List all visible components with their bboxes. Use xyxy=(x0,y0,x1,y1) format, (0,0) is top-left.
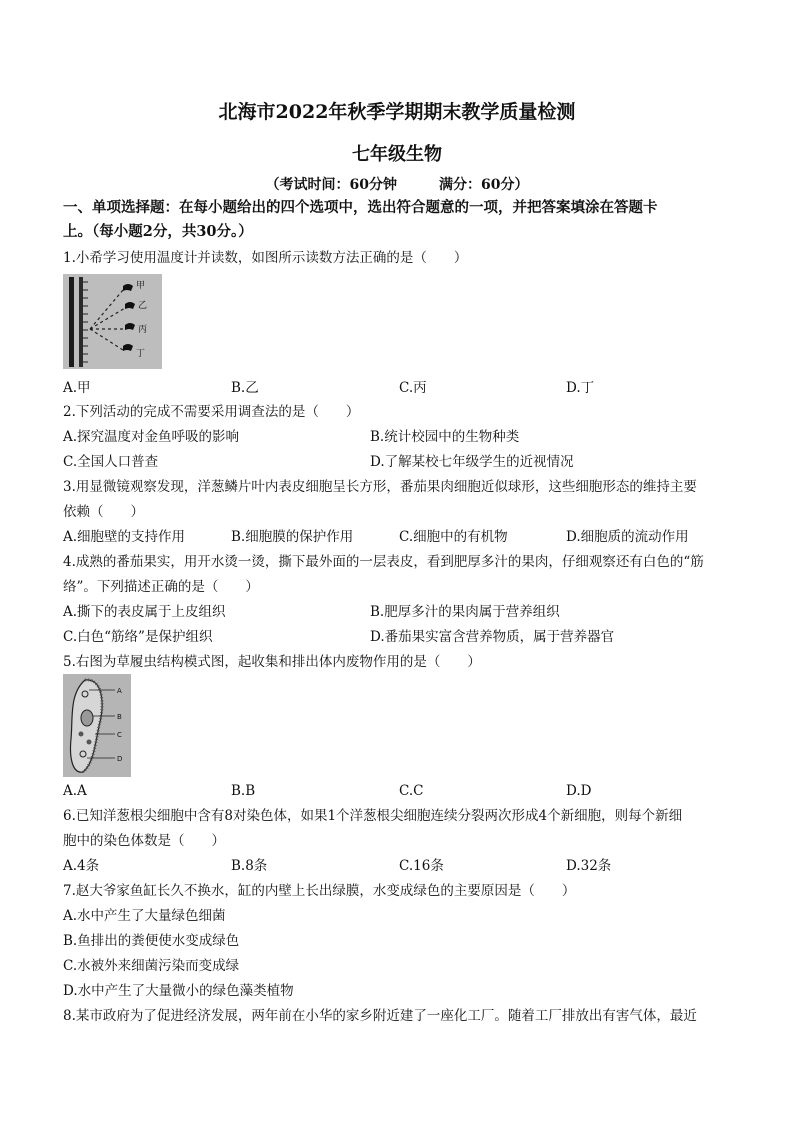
exam-info: （考试时间：60分钟 满分：60分） xyxy=(265,177,529,193)
q1-option-c: C.丙 xyxy=(399,380,427,396)
q1-option-d: D.丁 xyxy=(566,380,595,396)
paramecium-figure xyxy=(63,674,131,777)
q5-option-a: A.A xyxy=(63,783,87,799)
thermometer-figure xyxy=(63,274,162,369)
q4-option-a: A.撕下的表皮属于上皮组织 xyxy=(63,604,226,620)
q1-option-b: B.乙 xyxy=(231,380,259,396)
q6-option-a: A.4条 xyxy=(63,858,100,874)
question-1-stem: 1.小希学习使用温度计并读数，如图所示读数方法正确的是（ ） xyxy=(63,250,468,266)
figure-label-ding: 丁 xyxy=(136,349,146,359)
question-6-stem-line2: 胞中的染色体数是（ ） xyxy=(63,833,225,849)
figure-label-bing: 丙 xyxy=(138,325,148,335)
q3-option-a: A.细胞壁的支持作用 xyxy=(63,529,186,545)
figure-label-b: B xyxy=(117,713,122,721)
q2-option-b: B.统计校园中的生物种类 xyxy=(370,429,520,445)
figure-label-a: A xyxy=(117,687,122,695)
q5-option-b: B.B xyxy=(231,783,256,799)
section-heading-line1: 一、单项选择题：在每小题给出的四个选项中，选出符合题意的一项，并把答案填涂在答题卡 xyxy=(63,199,658,216)
q5-option-c: C.C xyxy=(399,783,424,799)
q6-option-c: C.16条 xyxy=(399,858,444,874)
q3-option-d: D.细胞质的流动作用 xyxy=(566,529,689,545)
q1-option-a: A.甲 xyxy=(63,380,91,396)
question-4-stem-line1: 4.成熟的番茄果实，用开水烫一烫，撕下最外面的一层表皮，看到肥厚多汁的果肉，仔细观察还有白色的“筋 xyxy=(63,554,704,570)
figure-label-d: D xyxy=(117,755,123,763)
q4-option-b: B.肥厚多汁的果肉属于营养组织 xyxy=(370,604,560,620)
question-2-stem: 2.下列活动的完成不需要采用调查法的是（ ） xyxy=(63,404,360,420)
question-4-stem-line2: 络”。下列描述正确的是（ ） xyxy=(63,579,259,595)
q3-option-c: C.细胞中的有机物 xyxy=(399,529,508,545)
section-heading-line2: 上。（每小题2分，共30分。） xyxy=(63,223,253,240)
q7-option-d: D.水中产生了大量微小的绿色藻类植物 xyxy=(63,983,294,999)
q3-option-b: B.细胞膜的保护作用 xyxy=(231,529,354,545)
q7-option-b: B.鱼排出的粪便使水变成绿色 xyxy=(63,933,240,949)
q2-option-d: D.了解某校七年级学生的近视情况 xyxy=(370,454,574,470)
q6-option-d: D.32条 xyxy=(566,858,612,874)
figure-label-jia: 甲 xyxy=(136,281,146,291)
question-8-stem-line1: 8.某市政府为了促进经济发展，两年前在小华的家乡附近建了一座化工厂。随着工厂排放出有害气体，最近 xyxy=(63,1008,697,1024)
q6-option-b: B.8条 xyxy=(231,858,268,874)
page-subtitle: 七年级生物 xyxy=(352,144,442,165)
question-3-stem-line1: 3.用显微镜观察发现，洋葱鳞片叶内表皮细胞呈长方形，番茄果肉细胞近似球形，这些细胞形态的维持主要 xyxy=(63,479,697,495)
q2-option-a: A.探究温度对金鱼呼吸的影响 xyxy=(63,429,240,445)
q4-option-c: C.白色“筋络”是保护组织 xyxy=(63,629,213,645)
figure-label-yi: 乙 xyxy=(138,301,148,311)
question-6-stem-line1: 6.已知洋葱根尖细胞中含有8对染色体，如果1个洋葱根尖细胞连续分裂两次形成4个新细胞，则每个新细 xyxy=(63,808,683,824)
q2-option-c: C.全国人口普查 xyxy=(63,454,159,470)
q7-option-a: A.水中产生了大量绿色细菌 xyxy=(63,908,226,924)
q5-option-d: D.D xyxy=(566,783,592,799)
question-3-stem-line2: 依赖（ ） xyxy=(63,504,144,520)
figure-label-c: C xyxy=(117,731,122,739)
question-7-stem: 7.赵大爷家鱼缸长久不换水，缸的内壁上长出绿膜，水变成绿色的主要原因是（ ） xyxy=(63,883,576,899)
question-5-stem: 5.右图为草履虫结构模式图，起收集和排出体内废物作用的是（ ） xyxy=(63,654,481,670)
q7-option-c: C.水被外来细菌污染而变成绿 xyxy=(63,958,240,974)
page-title: 北海市2022年秋季学期期末教学质量检测 xyxy=(218,101,576,123)
q4-option-d: D.番茄果实富含营养物质，属于营养器官 xyxy=(370,629,615,645)
